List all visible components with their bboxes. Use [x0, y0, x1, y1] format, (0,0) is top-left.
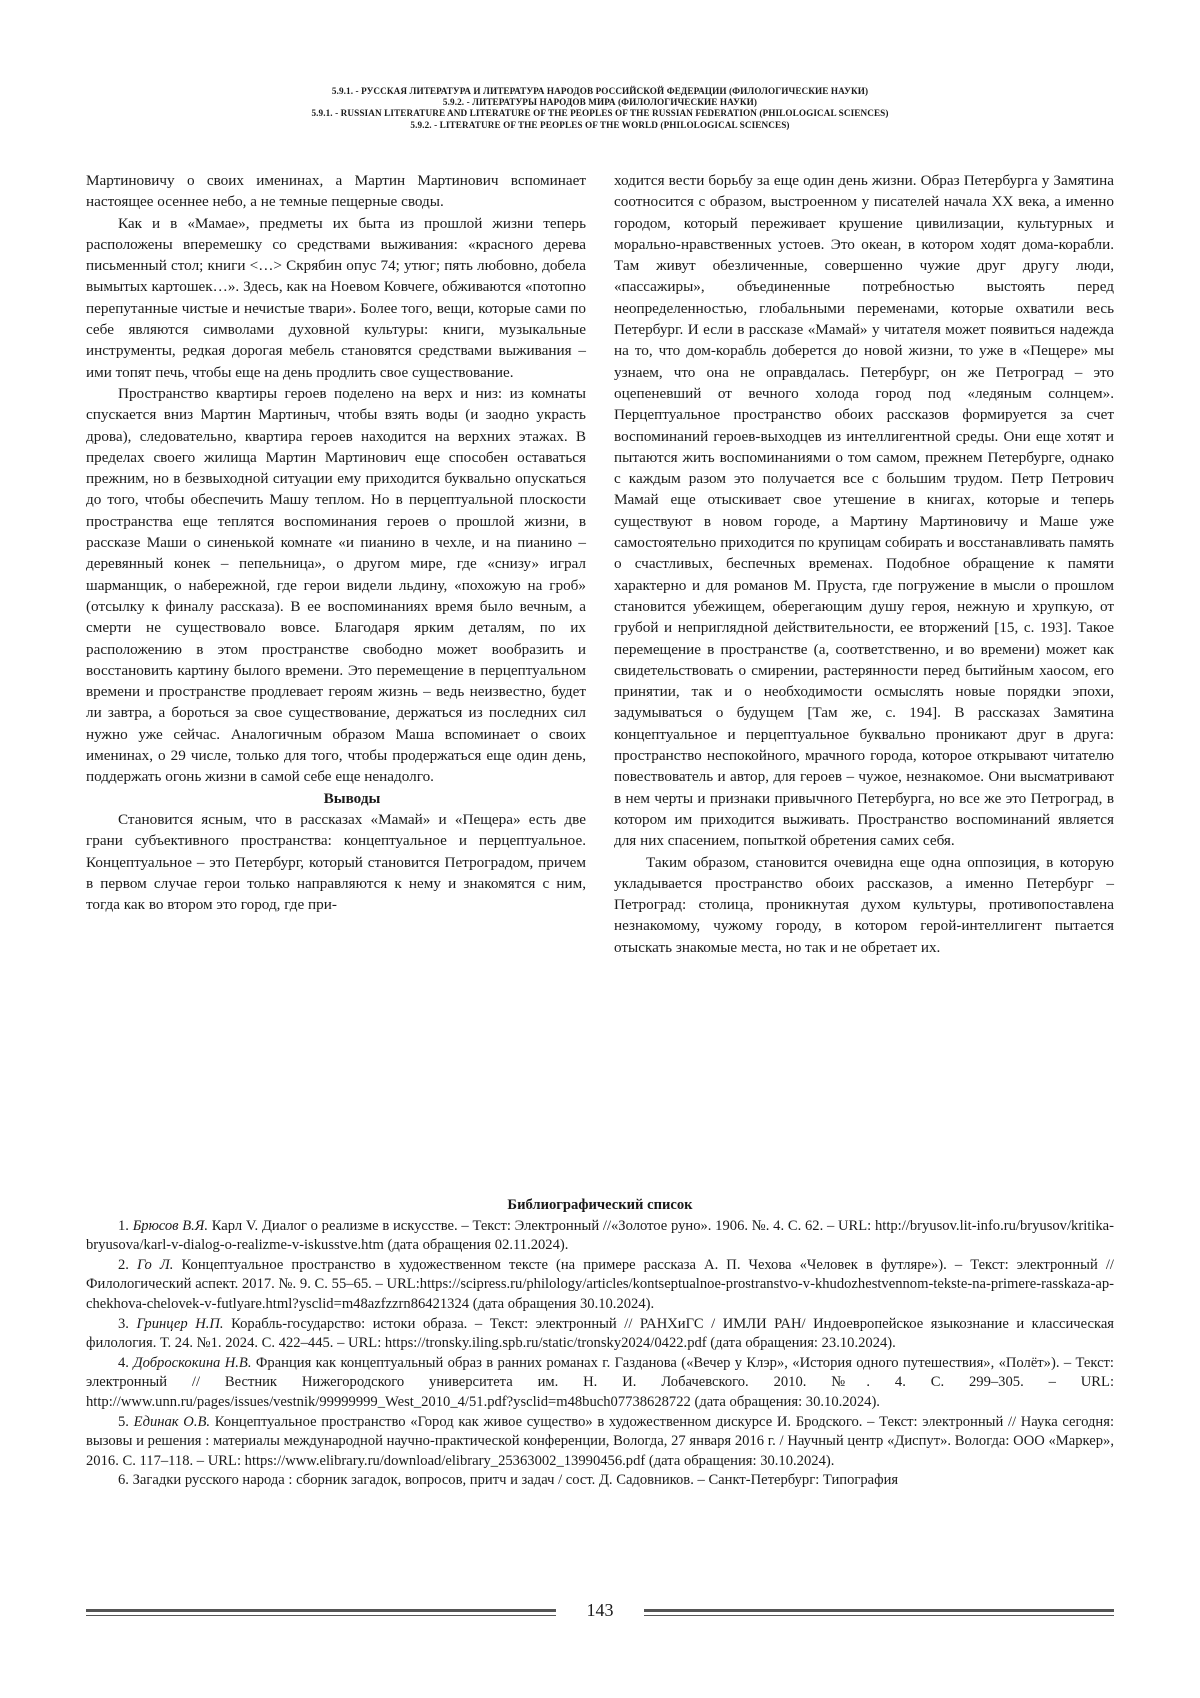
item-author: Брюсов В.Я.	[132, 1217, 208, 1234]
paragraph: Как и в «Мамае», предметы их быта из прошлой жизни теперь расположены вперемешку со средствами выживания: «красного дерева письменный стол; книги <…> Скрябин опус 74; утюг; пять любовно, добела вымытых картошек…». Здесь, как на Ноевом Ковчеге, обживаются «потопно перепутанные чистые и нечистые твари». Более того, вещи, которые сами по себе являются символами духовной культуры: книги, музыкальные инструменты, редкая дорогая мебель становятся средствами выживания – ими топят печь, чтобы еще на день продлить свое существование.	[86, 214, 586, 381]
item-author: Го Л.	[137, 1256, 174, 1273]
item-number: 3.	[118, 1315, 129, 1332]
bibliography-title: Библиографический список	[507, 1197, 693, 1213]
item-text: Загадки русского народа : сборник загадок, вопросов, притч и задач / сост. Д. Садовников. – Санкт-Петербург: Типография	[132, 1472, 899, 1489]
header-line-4: 5.9.2. - LITERATURE OF THE PEOPLES OF THE WORLD (PHILOLOGICAL SCIENCES)	[410, 119, 790, 130]
item-author: Гринцер Н.П.	[136, 1315, 224, 1332]
item-author: Доброскокина Н.В.	[133, 1354, 252, 1371]
paragraph: Пространство квартиры героев поделено на верх и низ: из комнаты спускается вниз Мартин Мартиныч, чтобы взять воды (и заодно украсть дрова), следовательно, квартира героев находится на верхних этажах. В пределах своего жилища Мартин Мартинович еще способен оставаться прежним, но в безвыходной ситуации ему приходится буквально опускаться до того, чтобы обеспечить Машу теплом. Но в перцептуальной плоскости пространства еще теплятся воспоминания героев о прошлой жизни, в рассказе Маши о синенькой комнате «и пианино в чехле, и на пианино – деревянный конек – пепельница», о другом мире, где «снизу» играл шарманщик, о набережной, где герои видели льдину, «похожую на гроб» (отсылку к финалу рассказа). В ее воспоминаниях время было вечным, а смерти не существовало вовсе. Благодаря ярким деталям, по их расположению в этом пространстве свободно может вообразить и восстановить картину былого времени. Это перемещение в перцептуальном времени и пространстве продлевает героям жизнь – ведь неизвестно, будет ли завтра, а бороться за свое существование, держаться из последних сил нужно уже сейчас. Аналогичным образом Маша вспоминает о своих именинах, о 29 числе, только для того, чтобы продержаться еще один день, поддержать огонь жизни в самой себе еще ненадолго.	[86, 384, 586, 786]
page-footer	[86, 1600, 1114, 1630]
item-text: Корабль-государство: истоки образа. – Текст: электронный // РАНХиГС / ИМЛИ РАН/ Индоевропейское языкознание и классическая филология. Т. 24. №1. 2024. С. 422–445. – URL: https://tronsky.iling.spb.ru/static/tronsky2024/0422.pdf (дата обращения: 23.10.2024).	[86, 1315, 1115, 1352]
left-column	[86, 170, 586, 915]
item-text: Концептуальное пространство в художественном тексте (на примере рассказа А. П. Чехова «Человек в футляре»). – Текст: электронный //Филологический аспект. 2017. №. 9. С. 55–65. – URL:https://scipress.ru/philology/articles/kontseptualnoe-prostranstvo-v-khudozhestvennom-tekste-na-primere-rasskaza-ap-chekhova-chelovek-v-futlyare.html?ysclid=m48azfzzrn86421324 (дата обращения 30.10.2024).	[86, 1256, 1114, 1312]
paragraph: ходится вести борьбу за еще один день жизни. Образ Петербурга у Замятина соотносится с образом, выстроенном у писателей начала XX века, а именно городом, который переживает крушение цивилизации, культурных и морально-нравственных устоев. Это океан, в котором ходят дома-корабли. Там живут обезличенные, совершенно чужие друг другу люди, «пассажиры», объединенные потребностью выстоять перед неопределенностью, глобальными переменами, которые охватили весь Петербург. И если в рассказе «Мамай» у читателя может появиться надежда на то, что дом-корабль доберется до новой жизни, то уже в «Пещере» мы узнаем, что она не оправдалась. Петербург, он же Петроград – это оцепеневший от вечного холода город под «ледяным солнцем». Перцептуальное пространство обоих рассказов формируется за счет воспоминаний героев-выходцев из интеллигентной среды. Они еще хотят и пытаются жить воспоминаниями о том самом, прежнем Петербурге, однако с каждым разом это получается все с большим трудом. Петр Петрович Мамай еще отыскивает свое утешение в книгах, которые и теперь существуют в новом городе, а Мартину Мартиновичу и Маше уже самостоятельно приходится по крупицам собирать и восстанавливать память о счастливых, беспечных временах. Подобное обращение к памяти характерно и для романов М. Пруста, где погружение в мысли о прошлом становится убежищем, оберегающим душу героя, нежную и хрупкую, от грубой и неприглядной действительности, ее вторжений [15, с. 193]. Такое перемещение в пространстве (а, соответственно, и во времени) может как свидетельствовать о смирении, растерянности перед бытийным хаосом, его принятии, так и о необходимости осмыслять новые порядки эпохи, задумываться о будущем [Там же, с. 194]. В рассказах Замятина концептуальное и перцептуальное буквально проникают друг в друга: пространство неспокойного, мрачного города, которое открывают читателю повествователь и автор, для героев – чужое, незнакомое. Они высматривают в нем черты и признаки привычного Петербурга, но все же это Петроград, в котором им приходится выживать. Пространство воспоминаний является для них спасением, попыткой обретения самих себя.	[614, 172, 1114, 850]
page-number: 143	[586, 1600, 614, 1620]
bibliography-item	[86, 1354, 1114, 1413]
bibliography	[86, 1196, 1114, 1491]
bibliography-item	[86, 1413, 1114, 1472]
bibliography-item	[86, 1315, 1114, 1354]
item-text: Карл V. Диалог о реализме в искусстве. – Текст: Электронный //«Золотое руно». 1906. №. 4. С. 62. – URL: http://bryusov.lit-info.ru/bryusov/kritika-bryusova/karl-v-dialog-o-realizme-v-iskusstve.htm (дата обращения 02.11.2024).	[86, 1217, 1114, 1254]
item-author: Единак О.В.	[133, 1413, 211, 1430]
section-title: Выводы	[323, 789, 381, 807]
paragraph: Становится ясным, что в рассказах «Мамай» и «Пещера» есть две грани субъективного пространства: концептуальное и перцептуальное. Концептуальное – это Петербург, который становится Петроградом, причем в первом случае герои только направляются к нему и знакомятся с ним, тогда как во втором это город, где при-	[86, 810, 586, 914]
item-text: Франция как концептуальный образ в ранних романах г. Газданова («Вечер у Клэр», «История одного путешествия», «Полёт»). – Текст: электронный // Вестник Нижегородского университета им. Н. И. Лобачевского. 2010. №. 4. С. 299–305. – URL: http://www.unn.ru/pages/issues/vestnik/99999999_West_2010_4/51.pdf?ysclid=m48buch07738628722 (дата обращения: 30.10.2024).	[86, 1354, 1114, 1410]
paragraph: Таким образом, становится очевидна еще одна оппозиция, в которую укладывается пространство обоих рассказов, а именно Петербург – Петроград: столица, проникнутая духом культуры, противопоставлена незнакомому, чужому городу, в котором герой-интеллигент пытается отыскать знакомые места, но так и не обретает их.	[614, 853, 1114, 956]
item-text: Концептуальное пространство «Город как живое существо» в художественном дискурсе И. Бродского. – Текст: электронный // Наука сегодня: вызовы и решения : материалы международной научно-практической конференции, Вологда, 27 января 2016 г. / Научный центр «Диспут». Вологда: ООО «Маркер», 2016. С. 117–118. – URL: https://www.elibrary.ru/download/elibrary_25363002_13990456.pdf (дата обращения: 30.10.2024).	[86, 1413, 1115, 1469]
item-number: 2.	[118, 1256, 129, 1273]
running-header	[60, 86, 1140, 131]
bibliography-item	[86, 1217, 1114, 1256]
item-number: 6.	[118, 1472, 129, 1489]
item-number: 1.	[118, 1217, 129, 1234]
bibliography-item	[86, 1471, 1114, 1491]
paragraph: Мартиновичу о своих именинах, а Мартин Мартинович вспоминает настоящее осеннее небо, а не темные пещерные своды.	[86, 172, 586, 211]
item-number: 5.	[118, 1413, 129, 1430]
footer-rule-right	[644, 1609, 1114, 1616]
header-line-3: 5.9.1. - RUSSIAN LITERATURE AND LITERATURE OF THE PEOPLES OF THE RUSSIAN FEDERATION (PHILOLOGICAL SCIENCES)	[311, 108, 889, 119]
right-column	[614, 170, 1114, 958]
header-line-1: 5.9.1. - РУССКАЯ ЛИТЕРАТУРА И ЛИТЕРАТУРА НАРОДОВ РОССИЙСКОЙ ФЕДЕРАЦИИ (ФИЛОЛОГИЧЕСКИЕ НАУКИ)	[331, 86, 869, 96]
bibliography-item	[86, 1256, 1114, 1315]
item-number: 4.	[118, 1354, 129, 1371]
header-line-2: 5.9.2. - ЛИТЕРАТУРЫ НАРОДОВ МИРА (ФИЛОЛОГИЧЕСКИЕ НАУКИ)	[442, 97, 758, 108]
